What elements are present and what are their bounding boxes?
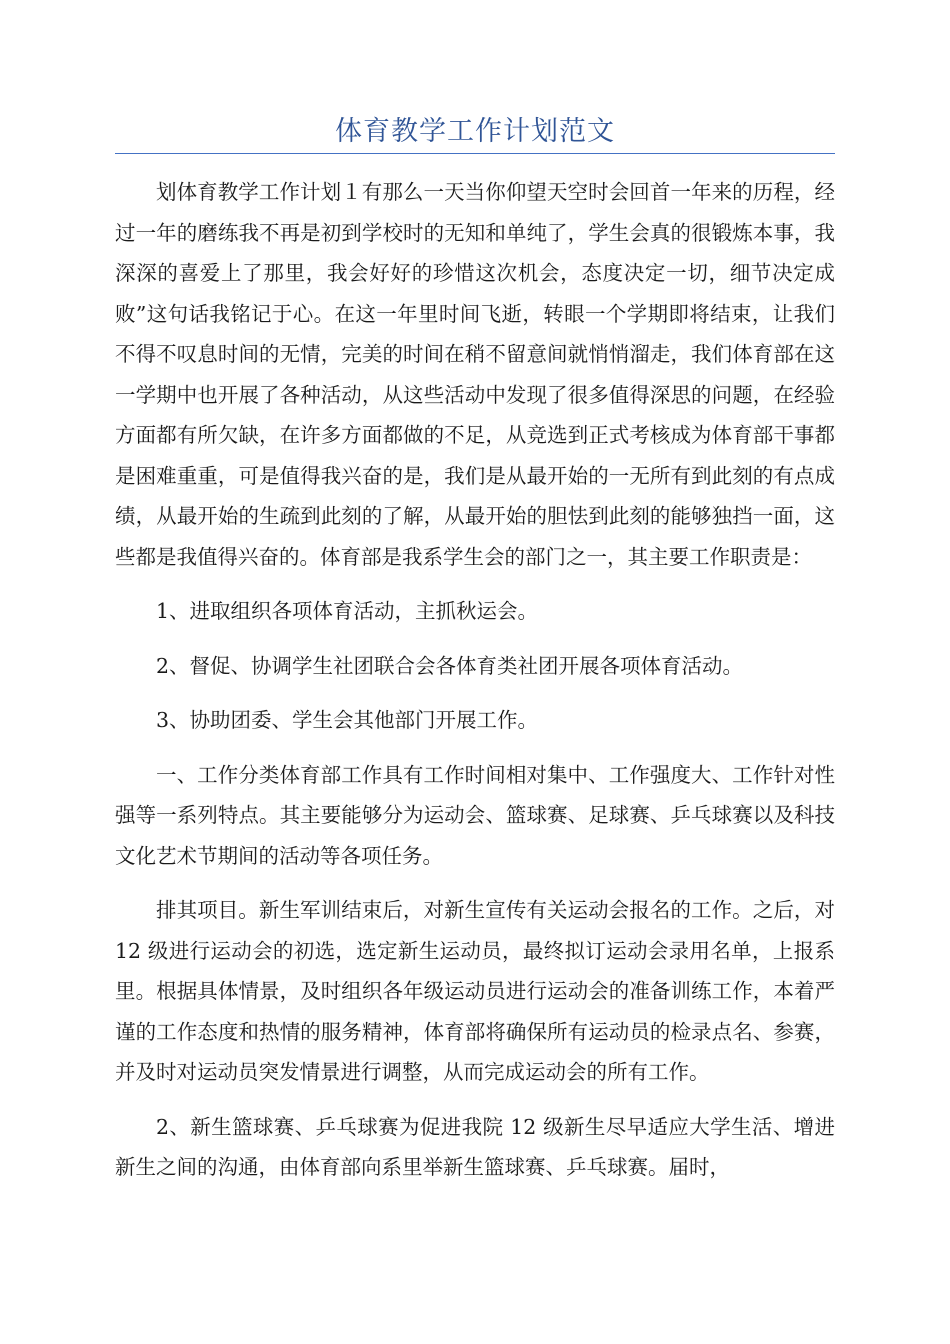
paragraph-duty-3: 3、协助团委、学生会其他部门开展工作。 [156,708,539,732]
paragraph-duty-2: 2、督促、协调学生社团联合会各体育类社团开展各项体育活动。 [156,653,744,678]
paragraph-work-categories: 一、工作分类体育部工作具有工作时间相对集中、工作强度大、工作针对性强等一系列特点。其主要能够分为运动会、篮球赛、足球赛、乒乓球赛以及科技文化艺术节期间的活动等各项任务。 [115,762,835,868]
document-title: 体育教学工作计划范文 [335,116,615,147]
title-underline [115,153,835,154]
paragraph-duty-1: 1、进取组织各项体育活动，主抓秋运会。 [156,599,539,623]
document-body [115,172,835,1202]
paragraph-freshman-games: 2、新生篮球赛、乒乓球赛为促进我院 12 级新生尽早适应大学生活、增进新生之间的沟通，由体育部向系里举新生篮球赛、乒乓球赛。届时， [115,1114,835,1179]
paragraph-intro: 划体育教学工作计划１有那么一天当你仰望天空时会回首一年来的历程，经过一年的磨练我不再是初到学校时的无知和单纯了，学生会真的很锻炼本事，我深深的喜爱上了那里，我会好好的珍惜这次机会，态度决定一切，细节决定成败”这句话我铭记于心。在这一年里时间飞逝，转眼一个学期即将结束，让我们不得不叹息时间的无情，完美的时间在稍不留意间就悄悄溜走，我们体育部在这一学期中也开展了各种活动，从这些活动中发现了很多值得深思的问题，在经验方面都有所欠缺，在许多方面都做的不足，从竞选到正式考核成为体育部干事都是困难重重，可是值得我兴奋的是，我们是从最开始的一无所有到此刻的有点成绩，从最开始的生疏到此刻的了解，从最开始的胆怯到此刻的能够独挡一面，这些都是我值得兴奋的。体育部是我系学生会的部门之一，其主要工作职责是： [115,180,835,569]
paragraph-sports-meet: 排其项目。新生军训结束后，对新生宣传有关运动会报名的工作。之后，对 12 级进行运动会的初选，选定新生运动员，最终拟订运动会录用名单，上报系里。根据具体情景，及时组织各年级运动员进行运动会的准备训练工作，本着严谨的工作态度和热情的服务精神，体育部将确保所有运动员的检录点名、参赛，并及时对运动员突发情景进行调整，从而完成运动会的所有工作。 [115,898,835,1084]
